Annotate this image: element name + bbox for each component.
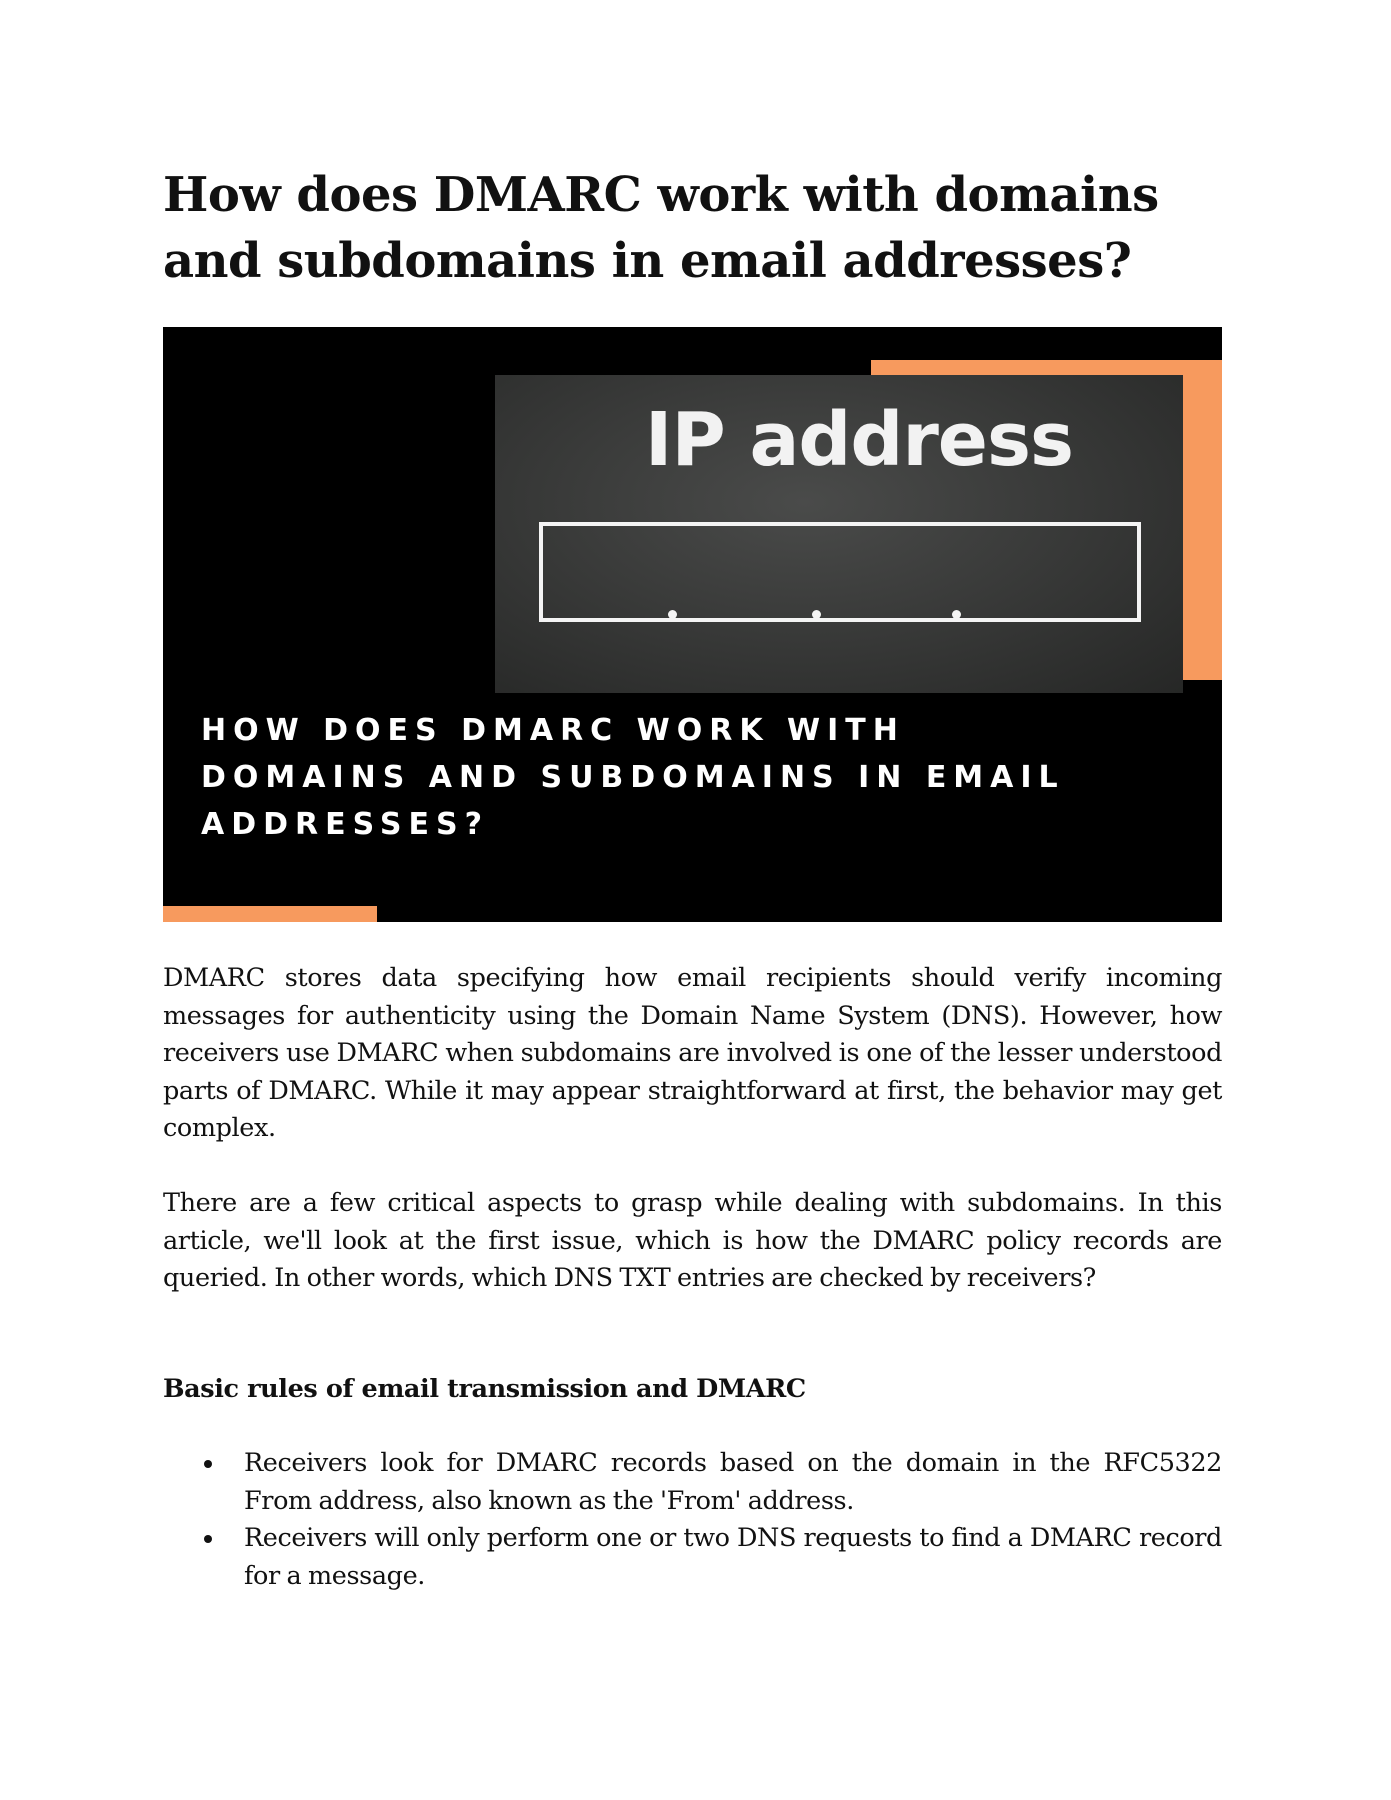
section-subheading: Basic rules of email transmission and DMARC	[163, 1374, 806, 1404]
banner-chalkboard	[495, 375, 1183, 693]
bullet-text: Receivers look for DMARC records based on the domain in the RFC5322 From address, also known as the 'From' address.	[244, 1448, 1222, 1516]
intro-paragraph: DMARC stores data specifying how email recipients should verify incoming messages for authenticity using the Domain Name System (DNS). However, how receivers use DMARC when subdomains are involved is one of the lesser understood parts of DMARC. While it may appear straightforward at first, the behavior may get complex.	[163, 963, 1222, 1143]
banner-board-title: IP address	[644, 397, 1074, 483]
ip-dot	[812, 610, 821, 619]
second-paragraph: There are a few critical aspects to grasp while dealing with subdomains. In this article, we'll look at the first issue, which is how the DMARC policy records are queried. In other words, which DNS TXT entries are checked by receivers?	[163, 1188, 1222, 1293]
article-banner-image	[163, 327, 1222, 922]
bullet-icon	[204, 1460, 212, 1468]
banner-heading: HOW DOES DMARC WORK WITH DOMAINS AND SUBDOMAINS IN EMAIL ADDRESSES?	[201, 713, 1065, 842]
bullet-icon	[204, 1535, 212, 1543]
ip-dot	[668, 610, 677, 619]
bullet-item	[163, 1520, 1222, 1595]
ip-address-input-graphic	[539, 522, 1141, 622]
bullet-item	[163, 1445, 1222, 1520]
ip-dot	[952, 610, 961, 619]
banner-orange-strip	[163, 906, 377, 922]
rules-bullet-list	[163, 1445, 1222, 1595]
page-title: How does DMARC work with domains and subdomains in email addresses?	[163, 167, 1159, 289]
bullet-text: Receivers will only perform one or two DNS requests to find a DMARC record for a message.	[244, 1523, 1222, 1591]
